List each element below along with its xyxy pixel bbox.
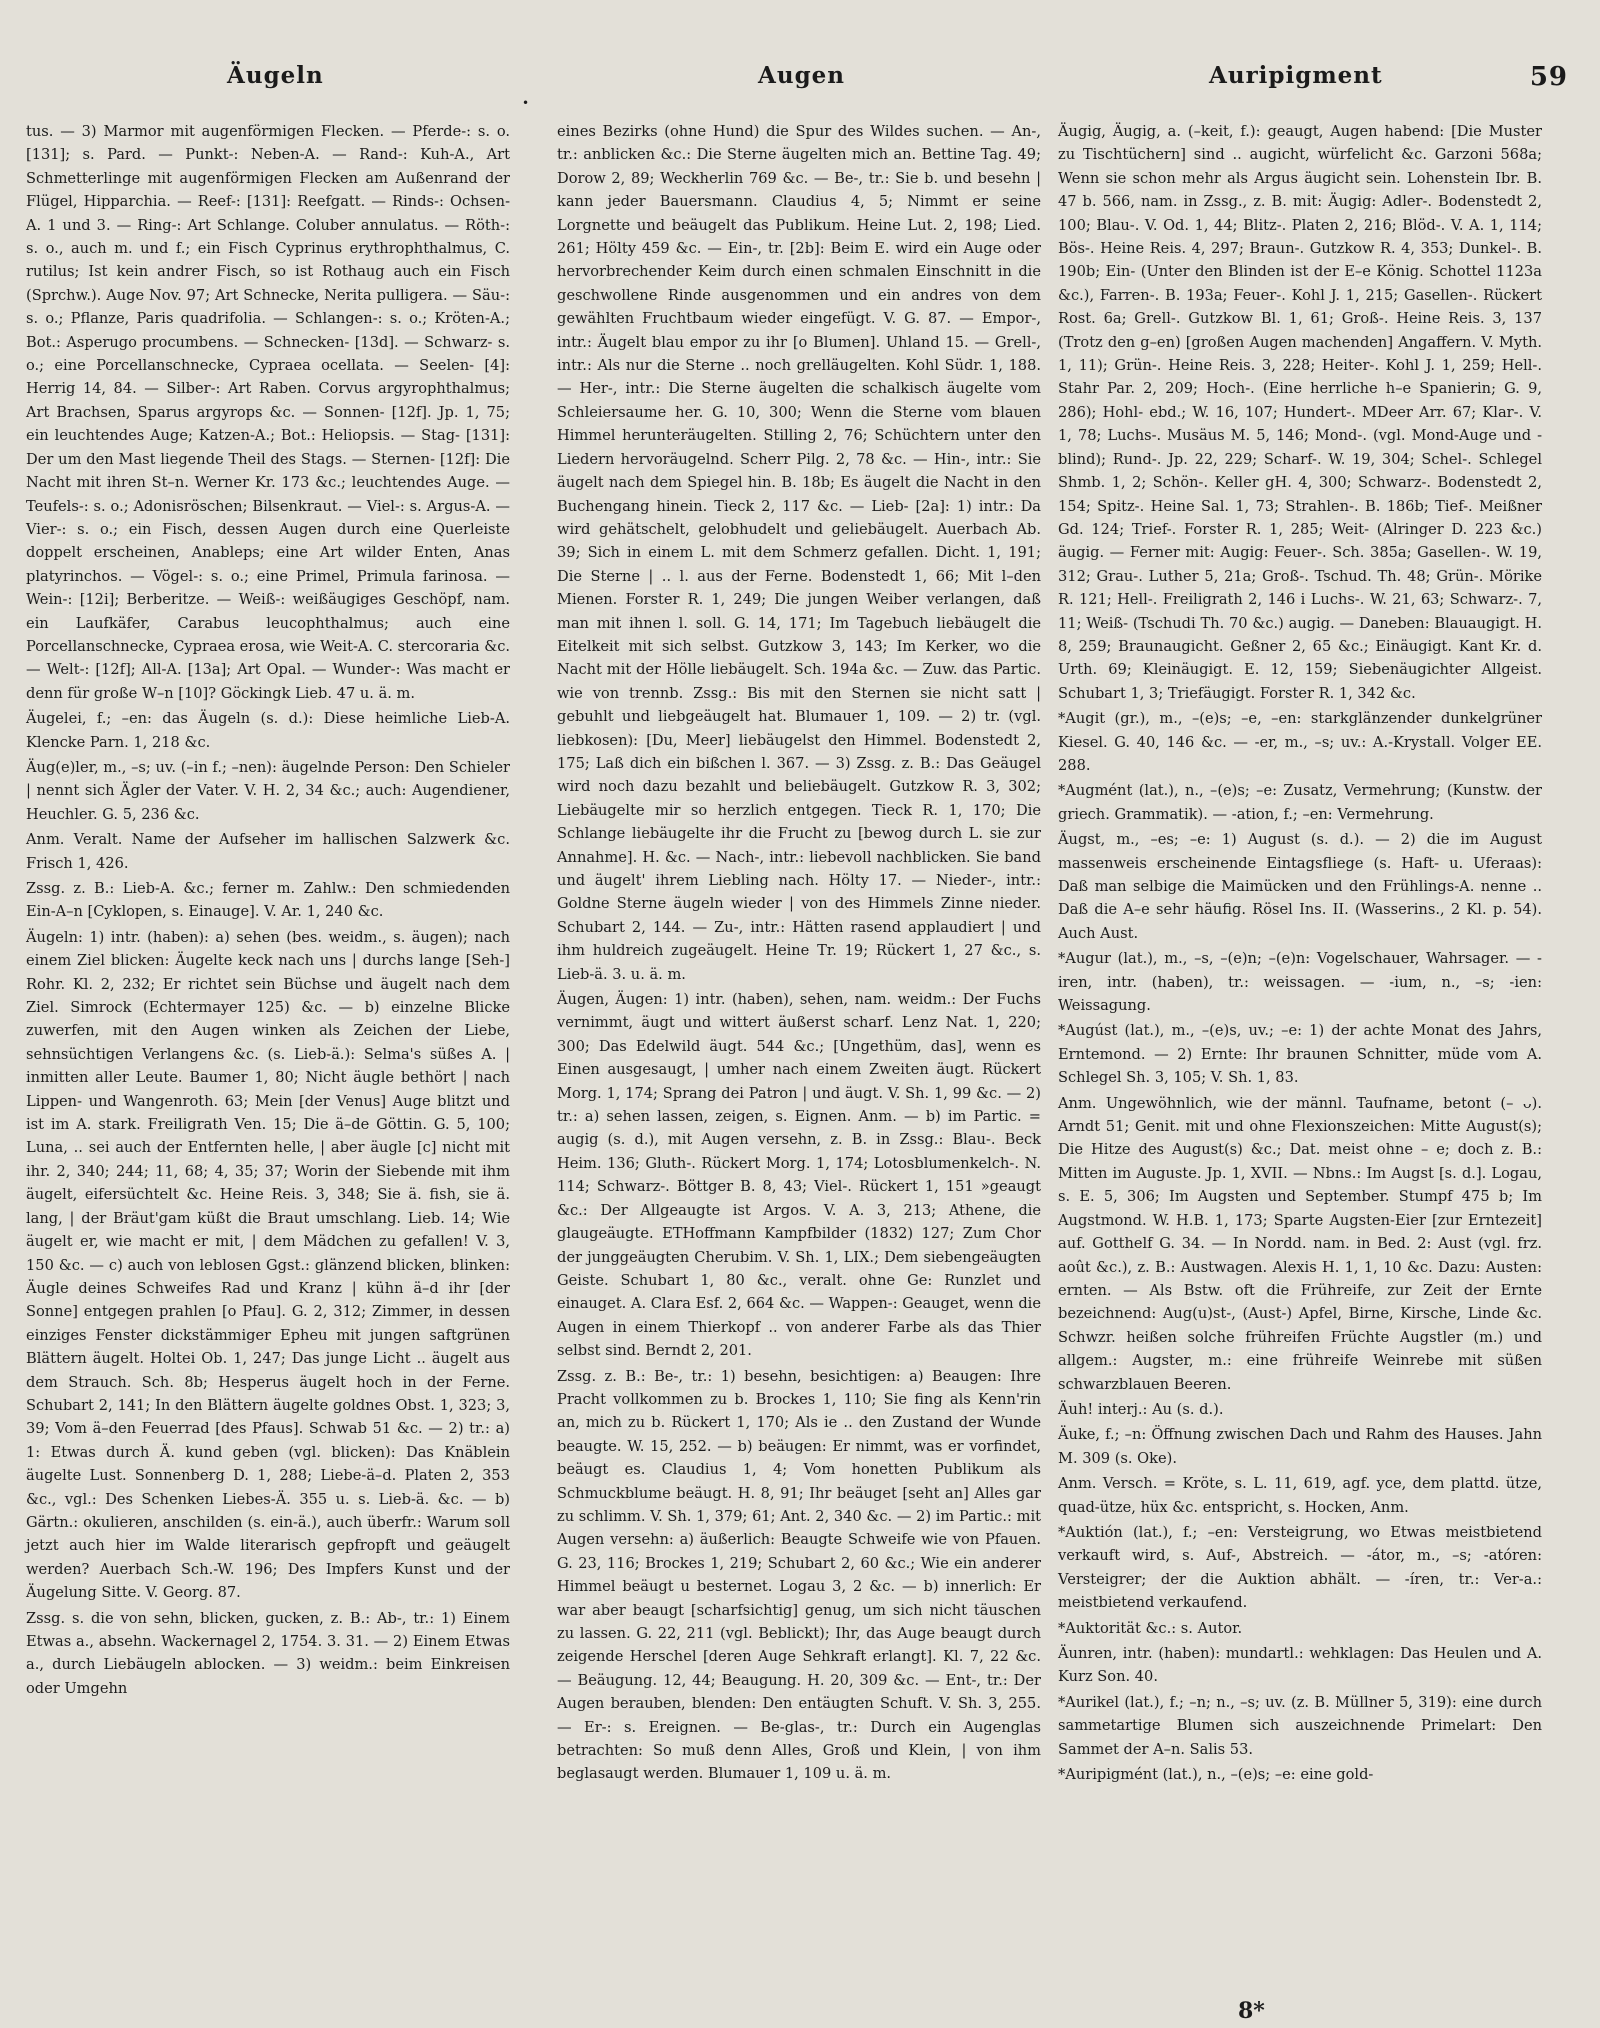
dictionary-entry: *Augúst (lat.), m., –(e)s, uv.; –e: 1) der achte Monat des Jahrs, Erntemond. — 2) Ernte: Ihr braunen Schnitter, müde vom A. Schlegel Sh. 3, 105; V. Sh. 1, 83. (1058, 1022, 1542, 1087)
dictionary-entry: Äuh! interj.: Au (s. d.). (1058, 1400, 1224, 1418)
center-mark: • (522, 96, 530, 110)
running-header (22, 62, 1578, 102)
dictionary-entry: Anm. Veralt. Name der Aufseher im hallischen Salzwerk &c. Frisch 1, 426. (26, 831, 510, 872)
dictionary-entry: *Aurikel (lat.), f.; –n; n., –s; uv. (z. B. Müllner 5, 319): eine durch sammetartige Blumen sich auszeichnende Primelart: Den Sammet der A–n. Salis 53. (1058, 1693, 1542, 1758)
dictionary-entry: *Augur (lat.), m., –s, –(e)n; –(e)n: Vogelschauer, Wahrsager. — -iren, intr. (haben), tr.: weissagen. — -ium, n., –s; -ien: Weissagung. (1058, 950, 1542, 1015)
dictionary-entry: Äugeln: 1) intr. (haben): a) sehen (bes. weidm., s. äugen); nach einem Ziel blicken: Äugelte keck nach uns | durchs lange [Seh-] Rohr. Kl. 2, 232; Er richtet sein Büchse und äugelt nach dem Ziel. Simrock (Echtermayer 125) &c. — b) einzelne Blicke zuwerfen, mit den Augen winken als Zeichen der Liebe, sehnsüchtigen Verlangens &c. (s. Lieb-ä.): Selma's süßes A. | inmitten aller Leute. Baumer 1, 80; Nicht äugle bethört | nach Lippen- und Wangenroth. 63; Mein [der Venus] Auge blitzt und ist im A. stark. Freiligrath Ven. 15; Die ä–de Göttin. G. 5, 100; Luna, .. sei auch der Entfernten helle, | aber äugle [c] nicht mit ihr. 2, 340; 244; 11, 68; 4, 35; 37; Worin der Siebende mit ihm äugelt, eifersüchtelt &c. Heine Reis. 3, 348; Sie ä. fish, sie ä. lang, | der Bräut'gam küßt die Braut umschlang. Lieb. 14; Wie äugelt er, wie macht er mit, | dem Mädchen zu gefallen! V. 3, 150 &c. — c) auch von leblosen Ggst.: glänzend blicken, blinken: Äugle deines Schweifes Rad und Kranz | kühn ä–d ihr [der Sonne] entgegen prahlen [o Pfau]. G. 2, 312; Zimmer, in dessen einziges Fenster dickstämmiger Epheu mit jungen saftgrünen Blättern äugelt. Holtei Ob. 1, 247; Das junge Licht .. äugelt aus dem Strauch. Sch. 8b; Hesperus äugelt hoch in der Ferne. Schubart 2, 141; In den Blättern äugelte goldnes Obst. 1, 323; 3, 39; Vom ä–den Feuerrad [des Pfaus]. Schwab 51 &c. — 2) tr.: a) 1: Etwas durch Ä. kund geben (vgl. blicken): Das Knäblein äugelte Lust. Sonnenberg D. 1, 288; Liebe-ä–d. Platen 2, 353 &c., vgl.: Des Schenken Liebes-Ä. 355 u. s. Lieb-ä. &c. — b) Gärtn.: okulieren, anschilden (s. ein-ä.), auch überfr.: Warum soll jetzt auch hier im Walde literarisch gepfropft und geäugelt werden? Auerbach Sch.-W. 196; Des Impfers Kunst und der Äugelung Sitte. V. Georg. 87. (26, 928, 510, 1602)
header-left-guideword: Äugeln (227, 62, 324, 89)
dictionary-entry: Zssg. s. die von sehn, blicken, gucken, z. B.: Ab-, tr.: 1) Einem Etwas a., absehn. Wackernagel 2, 1754. 3. 31. — 2) Einem Etwas a., durch Liebäugeln ablocken. — 3) weidm.: beim Einkreisen oder Umgehn (26, 1609, 510, 1697)
dictionary-entry: tus. — 3) Marmor mit augenförmigen Flecken. — Pferde-: s. o. [131]; s. Pard. — Punkt-: Neben-A. — Rand-: Kuh-A., Art Schmetterlinge mit augenförmigen Flecken am Außenrand der Flügel, Hipparchia. — Reef-: [131]: Reefgatt. — Rinds-: Ochsen-A. 1 und 3. — Ring-: Art Schlange. Coluber annulatus. — Röth-: s. o., auch m. und f.; ein Fisch Cyprinus erythrophthalmus, C. rutilus; Ist kein andrer Fisch, so ist Rothaug auch ein Fisch (Sprchw.). Auge Nov. 97; Art Schnecke, Nerita pulligera. — Säu-: s. o.; Pflanze, Paris quadrifolia. — Schlangen-: s. o.; Kröten-A.; Bot.: Asperugo procumbens. — Schnecken- [13d]. — Schwarz- s. o.; eine Porcellanschnecke, Cypraea ocellata. — Seelen- [4]: Herrig 14, 84. — Silber-: Art Raben. Corvus argyrophthalmus; Art Brachsen, Sparus argyrops &c. — Sonnen- [12f]. Jp. 1, 75; ein leuchtendes Auge; Katzen-A.; Bot.: Heliopsis. — Stag- [131]: Der um den Mast liegende Theil des Stags. — Sternen- [12f]: Die Nacht mit ihren St–n. Werner Kr. 173 &c.; leuchtendes Auge. — Teufels-: s. o.; Adonisröschen; Bilsenkraut. — Viel-: s. Argus-A. — Vier-: s. o.; ein Fisch, dessen Augen durch eine Querleiste doppelt erscheinen, Anableps; eine Art wilder Enten, Anas platyrinchos. — Vögel-: s. o.; eine Primel, Primula farinosa. — Wein-: [12i]; Berberitze. — Weiß-: weißäugiges Geschöpf, nam. ein Laufkäfer, Carabus leucophthalmus; auch eine Porcellanschnecke, Cypraea erosa, wie Weit-A. C. stercoraria &c. — Welt-: [12f]; All-A. [13a]; Art Opal. — Wunder-: Was macht er denn für große W–n [10]? Göckingk Lieb. 47 u. ä. m. (26, 123, 511, 702)
column-1 (26, 120, 510, 1700)
dictionary-entry: Äuke, f.; –n: Öffnung zwischen Dach und Rahm des Hauses. Jahn M. 309 (s. Oke). (1058, 1426, 1542, 1467)
dictionary-entry: Äugen, Äugen: 1) intr. (haben), sehen, nam. weidm.: Der Fuchs vernimmt, äugt und wittert äußerst scharf. Lenz Nat. 1, 220; 300; Das Edelwild äugt. 544 &c.; [Ungethüm, das], wenn es Einen ausgesaugt, | umher nach einem Zweiten äugt. Rückert Morg. 1, 174; Sprang dei Patron | und äugt. V. Sh. 1, 99 &c. — 2) tr.: a) sehen lassen, zeigen, s. Eignen. Anm. — b) im Partic. = augig (s. d.), mit Augen versehn, z. B. in Zssg.: Blau-. Beck Heim. 136; Gluth-. Rückert Morg. 1, 174; Lotosblumenkelch-. N. 114; Schwarz-. Böttger B. 8, 43; Viel-. Rückert 1, 151 »geaugt &c.: Der Allgeaugte ist Argos. V. A. 3, 213; Athene, die glaugeäugte. ETHoffmann Kampfbilder (1832) 127; Zum Chor der junggeäugten Cherubim. V. Sh. 1, LIX.; Dem siebengeäugten Geiste. Schubart 1, 80 &c., veralt. ohne Ge: Runzlet und einauget. A. Clara Esf. 2, 664 &c. — Wappen-: Geauget, wenn die Augen in einem Thierkopf .. von anderer Farbe als das Thier selbst sind. Berndt 2, 201. (557, 991, 1041, 1360)
dictionary-entry: Anm. Versch. = Kröte, s. L. 11, 619, agf. yce, dem plattd. ütze, quad-ütze, hüx &c. entspricht, s. Hocken, Anm. (1058, 1475, 1542, 1516)
header-center-guideword: Augen (758, 62, 846, 89)
dictionary-entry: Äunren, intr. (haben): mundartl.: wehklagen: Das Heulen und A. Kurz Son. 40. (1058, 1645, 1542, 1686)
column-3 (1058, 120, 1542, 1786)
dictionary-entry: *Augmént (lat.), n., –(e)s; –e: Zusatz, Vermehrung; (Kunstw. der griech. Grammatik). — -ation, f.; –en: Vermehrung. (1058, 782, 1542, 823)
dictionary-entry: Äugig, Äugig, a. (–keit, f.): geaugt, Augen habend: [Die Muster zu Tischtüchern] sind .. augicht, würfelicht &c. Garzoni 568a; Wenn sie schon mehr als Argus äugicht sein. Lohenstein Ibr. B. 47 b. 566, nam. in Zssg., z. B. mit: Äugig: Adler-. Bodenstedt 2, 100; Blau-. V. Od. 1, 44; Blitz-. Platen 2, 216; Blöd-. V. A. 1, 114; Bös-. Heine Reis. 4, 297; Braun-. Gutzkow R. 4, 353; Dunkel-. B. 190b; Ein- (Unter den Blinden ist der E–e König. Schottel 1123a &c.), Farren-. B. 193a; Feuer-. Kohl J. 1, 215; Gasellen-. Rückert Rost. 6a; Grell-. Gutzkow Bl. 1, 61; Groß-. Heine Reis. 3, 137 (Trotz den g–en) [großen Augen machenden] Angaffern. V. Myth. 1, 11); Grün-. Heine Reis. 3, 228; Heiter-. Kohl J. 1, 259; Hell-. Stahr Par. 2, 209; Hoch-. (Eine herrliche h–e Spanierin; G. 9, 286); Hohl- ebd.; W. 16, 107; Hundert-. MDeer Arr. 67; Klar-. V. 1, 78; Luchs-. Musäus M. 5, 146; Mond-. (vgl. Mond-Auge und -blind); Rund-. Jp. 22, 229; Scharf-. W. 19, 304; Schel-. Schlegel Shmb. 1, 2; Schön-. Keller gH. 4, 300; Schwarz-. Bodenstedt 2, 154; Spitz-. Heine Sal. 1, 73; Strahlen-. B. 186b; Tief-. Meißner Gd. 124; Trief-. Forster R. 1, 285; Weit- (Alringer D. 223 &c.) äugig. — Ferner mit: Augig: Feuer-. Sch. 385a; Gasellen-. W. 19, 312; Grau-. Luther 5, 21a; Groß-. Tschud. Th. 48; Grün-. Mörike R. 121; Hell-. Freiligrath 2, 146 i Luchs-. W. 21, 63; Schwarz-. 7, 11; Weiß- (Tschudi Th. 70 &c.) augig. — Daneben: Blauaugigt. H. 8, 259; Braunaugicht. Geßner 2, 65 &c.; Einäugigt. Kant Kr. d. Urth. 69; Kleinäugigt. E. 12, 159; Siebenäugichter Allgeist. Schubart 1, 3; Triefäugigt. Forster R. 1, 342 &c. (1058, 123, 1542, 702)
dictionary-entry: Zssg. z. B.: Lieb-A. &c.; ferner m. Zahlw.: Den schmiedenden Ein-A–n [Cyklopen, s. Einauge]. V. Ar. 1, 240 &c. (26, 880, 510, 921)
dictionary-entry: eines Bezirks (ohne Hund) die Spur des Wildes suchen. — An-, tr.: anblicken &c.: Die Sterne äugelten mich an. Bettine Tag. 49; Dorow 2, 89; Weckherlin 769 &c. — Be-, tr.: Sie b. und besehn | kann jeder Bauersmann. Claudius 4, 5; Nimmt er seine Lorgnette und beäugelt das Publikum. Heine Lut. 2, 198; Lied. 261; Hölty 459 &c. — Ein-, tr. [2b]: Beim E. wird ein Auge oder hervorbrechender Keim durch einen schmalen Einschnitt in die geschwollene Rinde ausgenommen und ein andres von dem gewählten Fruchtbaum wieder eingefügt. V. G. 87. — Empor-, intr.: Äugelt blau empor zu ihr [o Blumen]. Uhland 15. — Grell-, intr.: Als nur die Sterne .. noch grelläugelten. Kohl Südr. 1, 188. — Her-, intr.: Die Sterne äugelten die schalkisch äugelte vom Schleiersaume her. G. 10, 300; Wenn die Sterne vom blauen Himmel herunteräugelten. Stilling 2, 76; Schüchtern unter den Liedern hervoräugelnd. Scherr Pilg. 2, 78 &c. — Hin-, intr.: Sie äugelt nach dem Spiegel hin. B. 18b; Es äugelt die Nacht in den Buchengang hinein. Tieck 2, 117 &c. — Lieb- [2a]: 1) intr.: Da wird gehätschelt, gelobhudelt und geliebäugelt. Auerbach Ab. 39; Sich in einem L. mit dem Schmerz gefallen. Dicht. 1, 191; Die Sterne | .. l. aus der Ferne. Bodenstedt 1, 66; Mit l–den Mienen. Forster R. 1, 249; Die jungen Weiber verlangen, daß man mit ihnen l. soll. G. 14, 171; Im Tagebuch liebäugelt die Eitelkeit mit sich selbst. Gutzkow 3, 143; Im Kerker, wo die Nacht mit der Hölle liebäugelt. Sch. 194a &c. — Zuw. das Partic. wie von trennb. Zssg.: Bis mit den Sternen sie nicht satt | gebuhlt und liebgeäugelt hat. Blumauer 1, 109. — 2) tr. (vgl. liebkosen): [Du, Meer] liebäugelst den Himmel. Bodenstedt 2, 175; Laß dich ein bißchen l. 367. — 3) Zssg. z. B.: Das Geäugel wird noch dazu bezahlt und beliebäugelt. Gutzkow R. 3, 302; Liebäugelte mir so herzlich entgegen. Tieck R. 1, 170; Die Schlange liebäugelte ihr die Frucht zu [bewog durch L. sie zur Annahme]. H. &c. — Nach-, intr.: liebevoll nachblicken. Sie band und äugelt' ihrem Liebling nach. Hölty 17. — Nieder-, intr.: Goldne Sterne äugeln wieder | von des Himmels Zinne nieder. Schubart 2, 144. — Zu-, intr.: Hätten rasend applaudiert | und ihm huldreich zugeäugelt. Heine Tr. 19; Rückert 1, 27 &c., s. Lieb-ä. 3. u. ä. m. (557, 123, 1041, 983)
column-2 (557, 120, 1041, 1786)
dictionary-entry: Zssg. z. B.: Be-, tr.: 1) besehn, besichtigen: a) Beaugen: Ihre Pracht vollkommen zu b. Brockes 1, 110; Sie fing als Kenn'rin an, mich zu b. Rückert 1, 170; Als ie .. den Zustand der Wunde beaugte. W. 15, 252. — b) beäugen: Er nimmt, was er vorfindet, beäugt es. Claudius 1, 4; Vom honetten Publikum als Schmuckblume beäugt. H. 8, 91; Ihr beäuget [seht an] Alles gar zu schlimm. V. Sh. 1, 379; 61; Ant. 2, 340 &c. — 2) im Partic.: mit Augen versehn: a) äußerlich: Beaugte Schweife wie von Pfauen. G. 23, 116; Brockes 1, 219; Schubart 2, 60 &c.; Wie ein anderer Himmel beäugt u besternet. Logau 3, 2 &c. — b) innerlich: Er war aber beaugt [scharfsichtig] genug, um sich nicht täuschen zu lassen. G. 22, 211 (vgl. Beblickt); Ihr, das Auge beaugt durch zeigende Herschel [deren Auge Sehkraft erlangt]. Kl. 7, 22 &c. — Beäugung. 12, 44; Beaugung. H. 20, 309 &c. — Ent-, tr.: Der Augen berauben, blenden: Den entäugten Schuft. V. Sh. 3, 255. — Er-: s. Ereignen. — Be-glas-, tr.: Durch ein Augenglas betrachten: So muß denn Alles, Groß und Klein, | von ihm beglasaugt werden. Blumauer 1, 109 u. ä. m. (557, 1367, 1041, 1783)
dictionary-entry: Äugelei, f.; –en: das Äugeln (s. d.): Diese heimliche Lieb-A. Klencke Parn. 1, 218 &c. (26, 710, 510, 751)
dictionary-entry: *Augit (gr.), m., –(e)s; –e, –en: starkglänzender dunkelgrüner Kiesel. G. 40, 146 &c. — -er, m., –s; uv.: A.-Krystall. Volger EE. 288. (1058, 710, 1542, 774)
dictionary-entry: Äugst, m., –es; –e: 1) August (s. d.). — 2) die im August massenweis erscheinende Eintagsfliege (s. Haft- u. Uferaas): Daß man selbige die Maimücken und den Frühlings-A. nenne .. Daß die A–e sehr häufig. Rösel Ins. II. (Wasserins., 2 Kl. p. 54). Auch Aust. (1058, 831, 1542, 942)
dictionary-entry: *Auktión (lat.), f.; –en: Versteigrung, wo Etwas meistbietend verkauft wird, s. Auf-, Abstreich. — -átor, m., –s; -atóren: Versteigrer; der die Auktion abhält. — -íren, tr.: Ver-a.: meistbietend verkaufend. (1058, 1523, 1542, 1612)
dictionary-entry: *Auktorität &c.: s. Autor. (1058, 1619, 1243, 1637)
header-right-guideword: Auripigment (1209, 62, 1383, 89)
dictionary-entry: *Auripigmént (lat.), n., –(e)s; –e: eine gold- (1058, 1766, 1374, 1784)
dictionary-entry: Anm. Ungewöhnlich, wie der männl. Taufname, betont (– ᴗ). Arndt 51; Genit. mit und ohne Flexionszeichen: Mitte August(s); Die Hitze des August(s) &c.; Dat. meist ohne – e; doch z. B.: Mitten im Auguste. Jp. 1, XVII. — Nbns.: Im Augst [s. d.]. Logau, s. E. 5, 306; Im Augsten und September. Stumpf 475 b; Im Augstmond. W. H.B. 1, 173; Sparte Augsten-Eier [zur Erntezeit] auf. Gotthelf G. 34. — In Nordd. nam. in Bed. 2: Aust (vgl. frz. août &c.), z. B.: Austwagen. Alexis H. 1, 1, 10 &c. Dazu: Austen: ernten. — Als Bstw. oft die Frühreife, zur Zeit der Ernte bezeichnend: Aug(u)st-, (Aust-) Apfel, Birne, Kirsche, Linde &c. Schwzr. heißen solche frühreifen Früchte Augstler (m.) und allgem.: Augster, m.: eine frühreife Weinrebe mit süßen schwarzblauen Beeren. (1058, 1094, 1542, 1393)
footer-signature: 8* (1238, 1998, 1265, 2024)
page-number: 59 (1529, 62, 1568, 92)
dictionary-entry: Äug(e)ler, m., –s; uv. (–in f.; –nen): äugelnde Person: Den Schieler | nennt sich Ägler der Vater. V. H. 2, 34 &c.; auch: Augendiener, Heuchler. G. 5, 236 &c. (26, 758, 510, 823)
